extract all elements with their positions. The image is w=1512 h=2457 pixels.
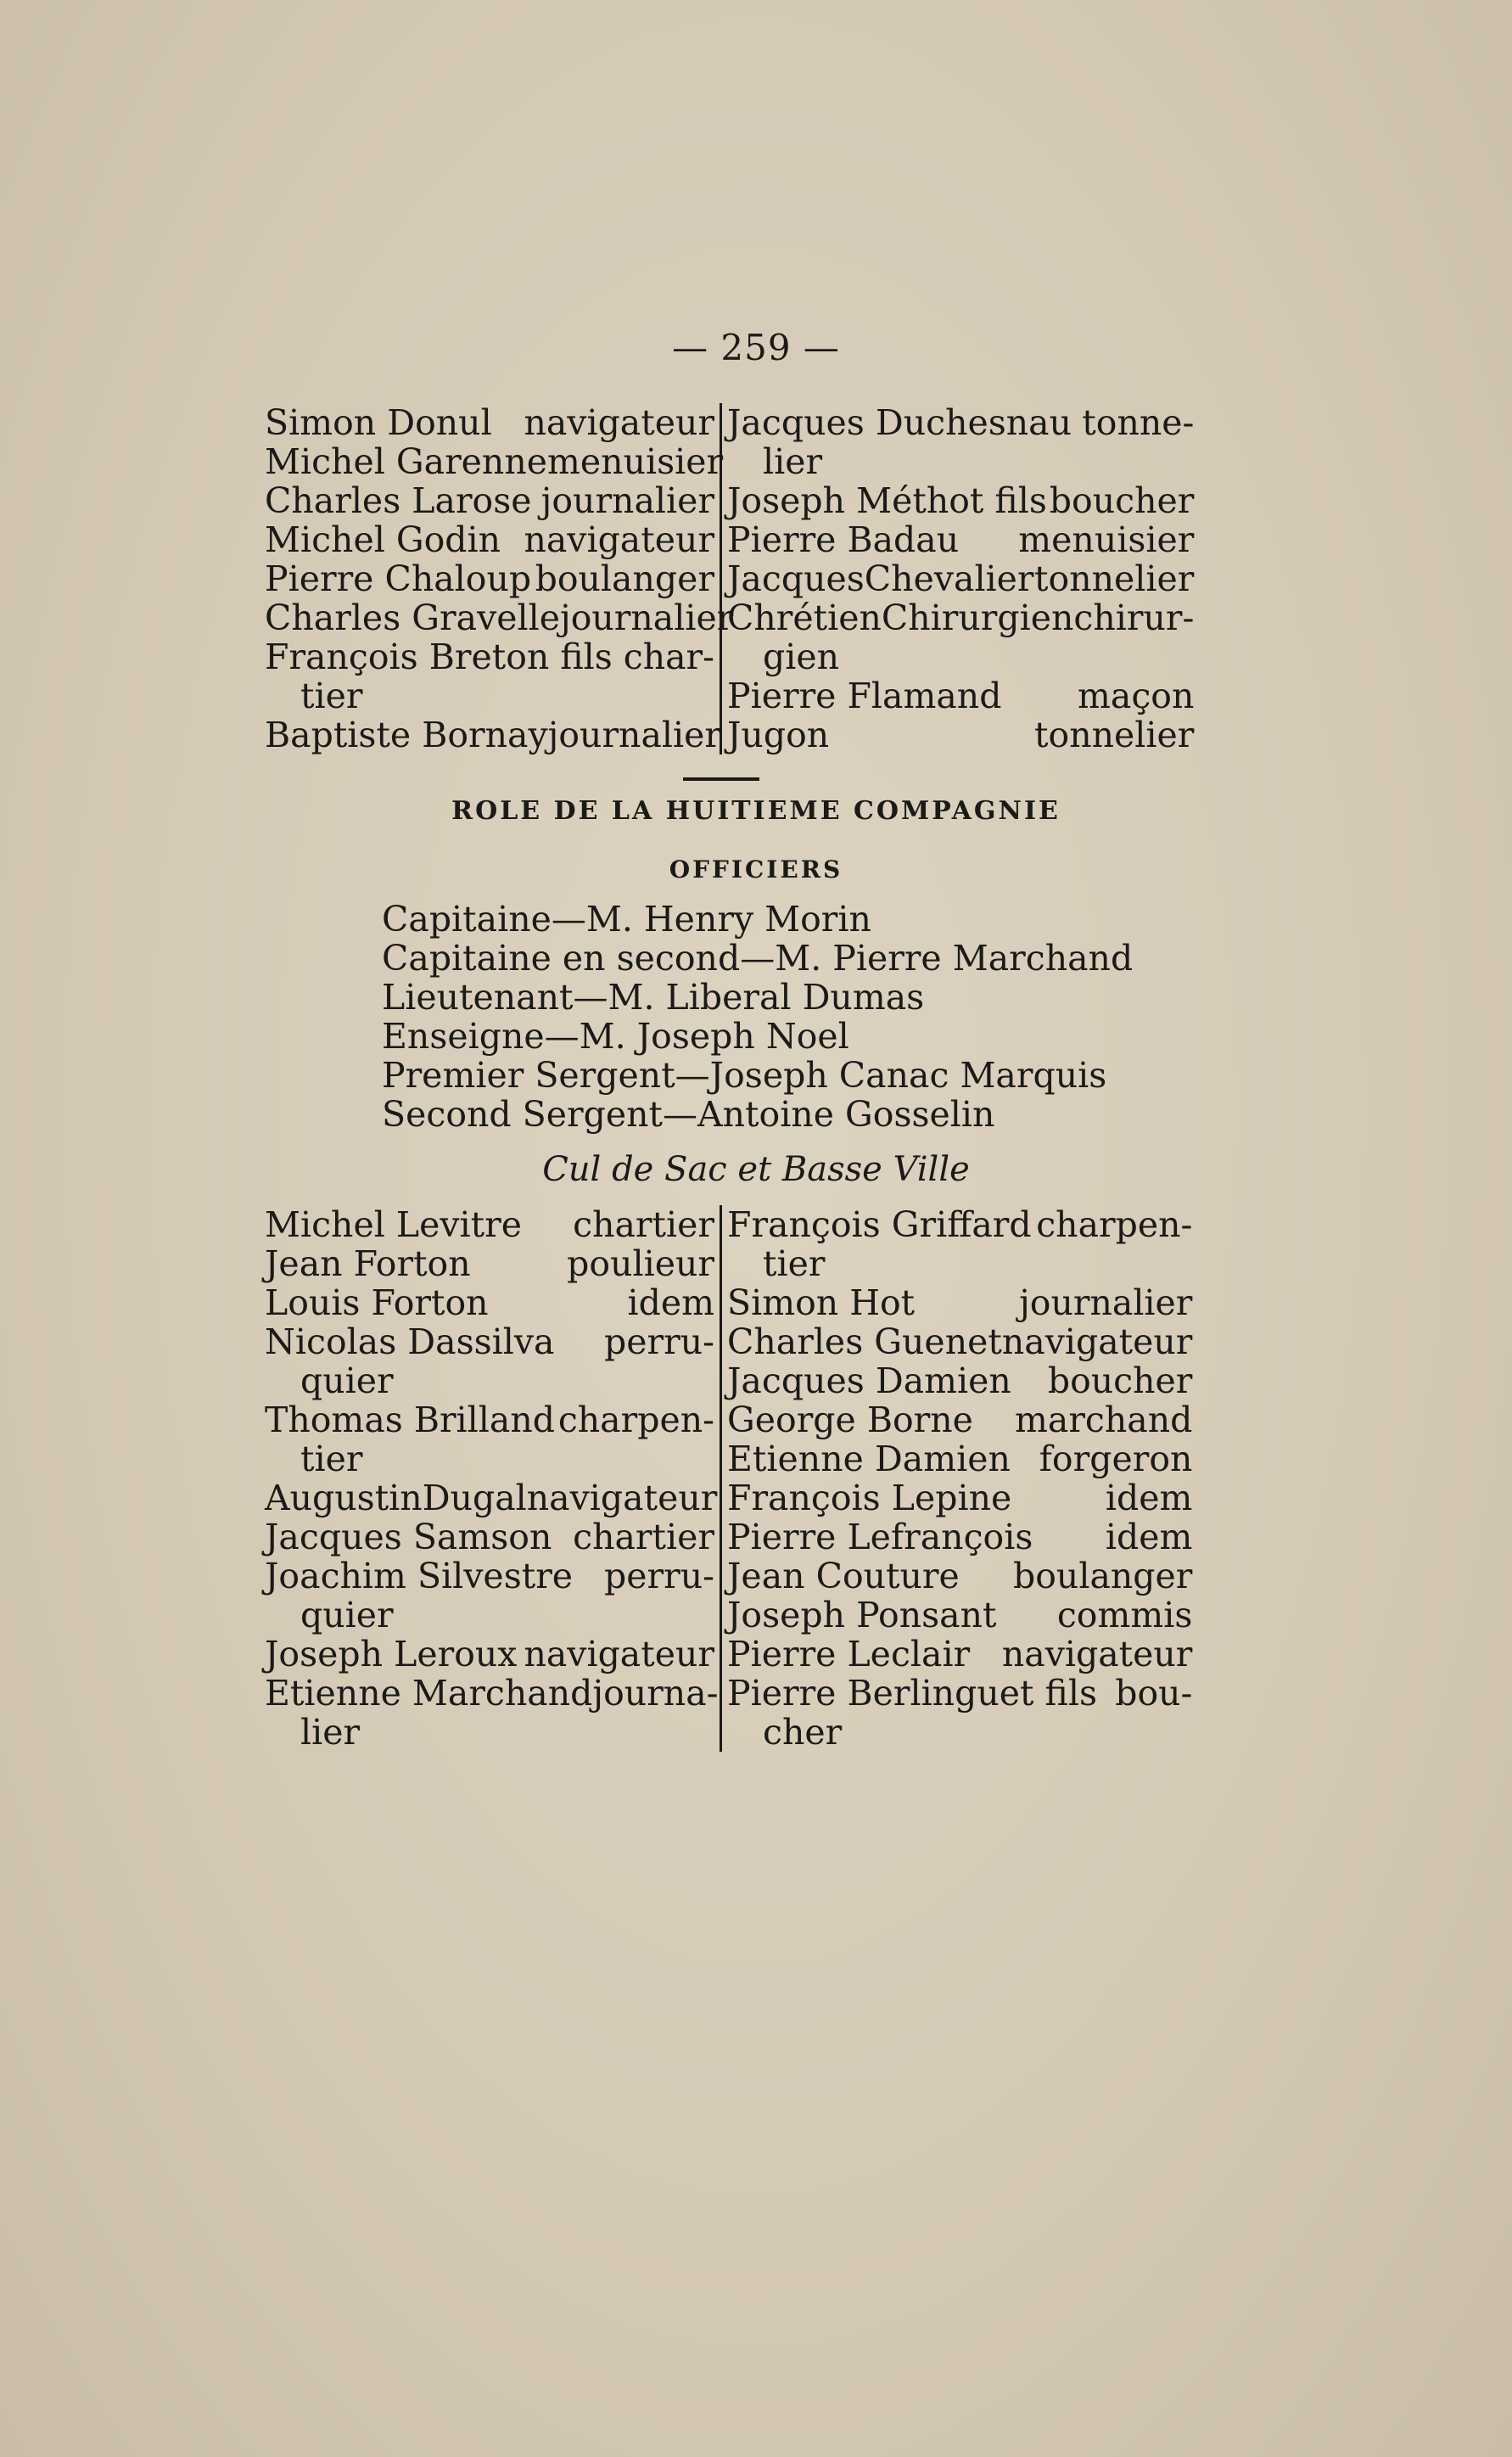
person-name: Jacques Samson xyxy=(265,1517,552,1557)
person-trade: char- xyxy=(623,637,714,677)
person-trade: marchand xyxy=(1015,1400,1193,1440)
person-name: Charles Larose xyxy=(265,480,532,521)
person-name: Pierre Flamand xyxy=(727,676,1002,716)
person-trade: bou- xyxy=(1115,1673,1193,1714)
person-name: Pierre Badau xyxy=(727,519,960,560)
person-trade: tonnelier xyxy=(1034,558,1195,599)
person-trade-continuation: tier xyxy=(300,1439,363,1479)
roster-entry xyxy=(265,637,714,715)
roster-entry xyxy=(727,520,1194,559)
person-name: Jugon xyxy=(727,715,830,755)
person-trade: navigateur xyxy=(1001,1321,1193,1362)
person-trade: navigateur xyxy=(1001,1634,1193,1674)
roster-entry xyxy=(265,1400,714,1478)
roster-entry xyxy=(265,1673,719,1753)
roster-top-right-column xyxy=(722,403,1194,754)
roster-entry xyxy=(727,1283,1192,1322)
person-trade: maçon xyxy=(1078,676,1195,716)
person-trade-continuation: quier xyxy=(300,1595,394,1635)
roster-entry xyxy=(727,1322,1192,1361)
person-trade: navigateur xyxy=(524,1634,714,1674)
person-name: Charles Gravelle xyxy=(265,597,560,638)
officer-line: Capitaine en second—M. Pierre Marchand xyxy=(382,938,1134,979)
person-trade-continuation: gien xyxy=(763,637,840,677)
roster-top-left-column xyxy=(265,402,734,755)
officer-line: Capitaine—M. Henry Morin xyxy=(382,899,871,940)
officer-line: Premier Sergent—Joseph Canac Marquis xyxy=(382,1055,1107,1096)
person-trade: boulanger xyxy=(535,558,714,599)
roster-entry xyxy=(265,1244,714,1283)
company-heading: ROLE DE LA HUITIEME COMPAGNIE xyxy=(451,796,1061,826)
roster-entry xyxy=(727,1674,1192,1752)
roster-top xyxy=(265,402,1195,755)
roster-entry xyxy=(265,1322,714,1400)
roster-entry xyxy=(265,597,734,638)
person-trade: commis xyxy=(1056,1595,1193,1635)
person-name: Thomas Brilland xyxy=(265,1400,555,1440)
person-trade: forgeron xyxy=(1039,1439,1193,1479)
person-name: Nicolas Dassilva xyxy=(265,1321,555,1362)
person-trade: charpen- xyxy=(557,1400,714,1440)
person-trade: perru- xyxy=(604,1321,714,1362)
roster-entry xyxy=(265,1557,714,1635)
roster-entry xyxy=(265,520,714,559)
person-name: Joseph Ponsant xyxy=(727,1595,997,1635)
person-trade: perru- xyxy=(604,1556,714,1596)
person-trade: tonne- xyxy=(1082,402,1195,443)
roster-bottom xyxy=(265,1204,1193,1753)
person-name: Simon Donul xyxy=(265,402,492,443)
person-trade: chartier xyxy=(573,1517,714,1557)
roster-entry xyxy=(727,1205,1192,1283)
page-number: — 259 — xyxy=(672,327,840,368)
officer-line: Second Sergent—Antoine Gosselin xyxy=(382,1094,995,1135)
roster-bottom-right-column xyxy=(722,1205,1192,1752)
person-name: Etienne Marchand xyxy=(265,1673,593,1714)
roster-entry xyxy=(265,715,721,755)
roster-entry xyxy=(265,1283,714,1322)
district-heading: Cul de Sac et Basse Ville xyxy=(542,1150,970,1189)
person-name: Pierre Lefrançois xyxy=(727,1517,1033,1557)
roster-entry xyxy=(265,481,714,520)
officer-line: Lieutenant—M. Liberal Dumas xyxy=(382,977,925,1018)
roster-entry xyxy=(265,1517,714,1557)
person-name: JacquesChevalier xyxy=(727,558,1034,599)
person-trade: idem xyxy=(627,1282,714,1323)
person-trade-continuation: tier xyxy=(300,676,363,716)
roster-entry xyxy=(265,1205,714,1244)
person-trade: tonnelier xyxy=(1034,715,1195,755)
roster-entry xyxy=(727,403,1194,481)
person-name: Michel Garenne xyxy=(265,441,548,482)
roster-bottom-left-column xyxy=(265,1205,722,1752)
person-name: Jean Forton xyxy=(265,1243,471,1284)
roster-entry xyxy=(265,559,714,598)
person-name: François Breton fils xyxy=(265,637,613,677)
roster-entry xyxy=(727,1596,1192,1635)
person-name: Jacques Duchesnau xyxy=(727,402,1072,443)
person-name: George Borne xyxy=(727,1400,973,1440)
roster-entry xyxy=(727,1478,1192,1517)
section-divider xyxy=(683,777,759,781)
person-trade: charpen- xyxy=(1036,1204,1193,1245)
roster-entry xyxy=(727,715,1194,754)
person-trade: boulanger xyxy=(1013,1556,1193,1596)
officers-heading: OFFICIERS xyxy=(669,855,843,884)
roster-entry xyxy=(727,1557,1192,1596)
person-name: ChrétienChirurgien xyxy=(727,597,1074,638)
person-trade: idem xyxy=(1105,1517,1193,1557)
roster-entry xyxy=(727,676,1194,715)
person-name: Joachim Silvestre xyxy=(265,1556,574,1596)
person-name: Pierre Berlinguet fils xyxy=(727,1673,1098,1714)
person-name: Jean Couture xyxy=(727,1556,960,1596)
person-trade: navigateur xyxy=(524,519,714,560)
person-trade: poulieur xyxy=(567,1243,714,1284)
person-name: Etienne Damien xyxy=(727,1439,1011,1479)
person-trade: journalier xyxy=(540,480,714,521)
person-name: Baptiste Bornay xyxy=(265,715,548,755)
person-name: Michel Levitre xyxy=(265,1204,522,1245)
person-name: Pierre Leclair xyxy=(727,1634,971,1674)
person-name: Jacques Damien xyxy=(727,1360,1011,1401)
roster-entry xyxy=(727,1400,1192,1439)
person-name: Charles Guenet xyxy=(727,1321,1002,1362)
person-trade-continuation: lier xyxy=(300,1712,361,1753)
roster-entry xyxy=(265,1478,718,1518)
person-trade: menuisier xyxy=(547,441,724,482)
person-trade: idem xyxy=(1105,1478,1193,1518)
roster-entry xyxy=(265,441,724,482)
roster-entry xyxy=(727,559,1194,598)
person-trade: journa- xyxy=(592,1673,719,1714)
person-trade: chirur- xyxy=(1073,597,1195,638)
person-name: François Griffard xyxy=(727,1204,1032,1245)
person-trade: chartier xyxy=(573,1204,714,1245)
person-name: Louis Forton xyxy=(265,1282,489,1323)
person-trade: journalier xyxy=(559,597,734,638)
officers-list xyxy=(382,900,1133,1134)
person-trade: navigateur xyxy=(524,402,714,443)
person-name: AugustinDugal xyxy=(265,1478,527,1518)
roster-entry xyxy=(265,1635,714,1674)
person-trade: journalier xyxy=(1019,1282,1193,1323)
roster-entry xyxy=(727,598,1194,676)
person-trade: journalier xyxy=(547,715,721,755)
roster-entry xyxy=(727,1635,1192,1674)
roster-entry xyxy=(265,403,714,442)
person-name: Joseph Méthot fils xyxy=(727,480,1047,521)
officer-line: Enseigne—M. Joseph Noel xyxy=(382,1016,849,1057)
person-name: Pierre Chaloup xyxy=(265,558,532,599)
person-name: Simon Hot xyxy=(727,1282,916,1323)
person-name: Michel Godin xyxy=(265,519,501,560)
person-trade: boucher xyxy=(1049,480,1195,521)
person-trade-continuation: quier xyxy=(300,1360,394,1401)
roster-entry xyxy=(727,1361,1192,1400)
person-trade: navigateur xyxy=(526,1478,718,1518)
roster-entry xyxy=(727,481,1194,520)
person-trade: boucher xyxy=(1047,1360,1193,1401)
person-trade-continuation: tier xyxy=(763,1243,826,1284)
person-name: Joseph Leroux xyxy=(265,1634,518,1674)
person-trade: menuisier xyxy=(1018,519,1195,560)
person-name: François Lepine xyxy=(727,1478,1012,1518)
roster-entry xyxy=(727,1439,1192,1478)
person-trade-continuation: cher xyxy=(763,1712,843,1753)
person-trade-continuation: lier xyxy=(763,441,823,482)
roster-entry xyxy=(727,1517,1192,1557)
